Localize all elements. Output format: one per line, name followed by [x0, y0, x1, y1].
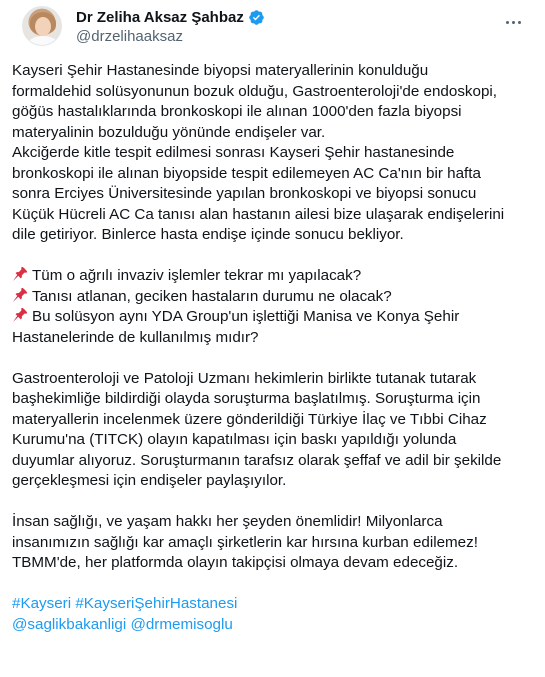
text-line: Kayseri Şehir Hastanesinde biyopsi materyallerinin konulduğu — [12, 62, 429, 79]
avatar[interactable] — [22, 6, 62, 46]
text-line: gerçekleşmesi için endişeler paylaşıyılor. — [12, 472, 287, 489]
question-line — [12, 287, 532, 308]
question-line — [12, 307, 532, 328]
paragraph-gap — [12, 246, 532, 267]
avatar-face — [35, 17, 51, 36]
text-line: Küçük Hücreli AC Ca tanısı alan hastanın ailesi bize ulaşarak endişelerini — [12, 205, 505, 223]
paragraph-gap — [12, 348, 532, 369]
avatar-body — [28, 36, 58, 46]
text-line: TBMM'de, her platformda olayın takipçisi olmaya devam edeceğiz. — [12, 554, 459, 571]
more-dot — [512, 21, 515, 24]
text-line: materyallerin incelenmek üzere gönderildiği Türkiye İlaç ve Tıbbi Cihaz — [12, 410, 487, 428]
text-line: dile getiriyor. Binlerce hasta endişe içinde sonucu bekliyor. — [12, 226, 404, 243]
name-row — [76, 9, 265, 26]
paragraph-gap — [12, 574, 532, 595]
text-line: formaldehid solüsyonunun bozuk olduğu, Gastroenteroloji'de endoskopi, — [12, 82, 497, 100]
question-text: Tüm o ağrılı invaziv işlemler tekrar mı yapılacak? — [32, 267, 362, 284]
hashtag-link[interactable]: #KayseriŞehirHastanesi — [75, 595, 238, 612]
text-line: Kurumu'na (TITCK) olayın kapatılması için baskı yapıldığı yolunda — [12, 431, 457, 448]
text-line: İnsan sağlığı, ve yaşam hakkı her şeyden önemlidir! Milyonlarca — [12, 513, 443, 530]
text-line: başhekimliğe bildirdiği olayda soruşturma başlatılmış. Soruşturma için — [12, 390, 481, 407]
more-dot — [518, 21, 521, 24]
text-line: insanımızın sağlığı kar amaçlı şirketlerin kar hırsına kurban edilemez! — [12, 533, 478, 551]
tweet-header — [12, 0, 531, 52]
mention-link[interactable]: @drmemisoglu — [130, 615, 233, 633]
hashtag-link[interactable]: #Kayseri — [12, 595, 72, 612]
text-line: Akciğerde kitle tespit edilmesi sonrası Kayseri Şehir hastanesinde — [12, 144, 455, 161]
tweet-text — [12, 61, 532, 635]
text-line: materyalinin bozulduğu yönünde endişeler var. — [12, 123, 326, 141]
mention-line — [12, 615, 532, 636]
question-line-continued: Hastanelerinde de kullanılmış mıdır? — [12, 328, 259, 346]
pushpin-icon — [12, 287, 28, 303]
pushpin-icon — [12, 307, 28, 323]
text-line: Gastroenteroloji ve Patoloji Uzmanı hekimlerin birlikte tutanak tutarak — [12, 369, 477, 387]
verified-badge-icon — [248, 9, 265, 26]
hashtag-line — [12, 594, 532, 615]
pushpin-icon — [12, 266, 28, 282]
author-display-name[interactable]: Dr Zeliha Aksaz Şahbaz — [76, 9, 244, 26]
question-text: Tanısı atlanan, geciken hastaların durumu ne olacak? — [32, 287, 392, 305]
author-handle[interactable]: @drzelihaaksaz — [76, 28, 183, 45]
author-names — [76, 9, 265, 45]
paragraph-gap — [12, 492, 532, 513]
text-line: bronkoskopi ile alınan biyopside tespit edilemeyen AC Ca'nın bir hafta — [12, 164, 481, 182]
text-line: göğüs hastalıklarında bronkoskopi ile alınan 1000'den fazla biyopsi — [12, 103, 462, 120]
question-text: Bu solüsyon aynı YDA Group'un işlettiği Manisa ve Konya Şehir — [32, 308, 460, 325]
question-line — [12, 266, 532, 287]
text-line: duyumlar alıyoruz. Soruşturmanın tarafsız olarak şeffaf ve adil bir şekilde — [12, 451, 502, 469]
more-dot — [506, 21, 509, 24]
mention-link[interactable]: @saglikbakanligi — [12, 615, 127, 633]
text-line: sonra Erciyes Üniversitesinde yapılan bronkoskopi ve biyopsi sonucu — [12, 185, 477, 202]
more-options-icon[interactable] — [501, 12, 525, 32]
